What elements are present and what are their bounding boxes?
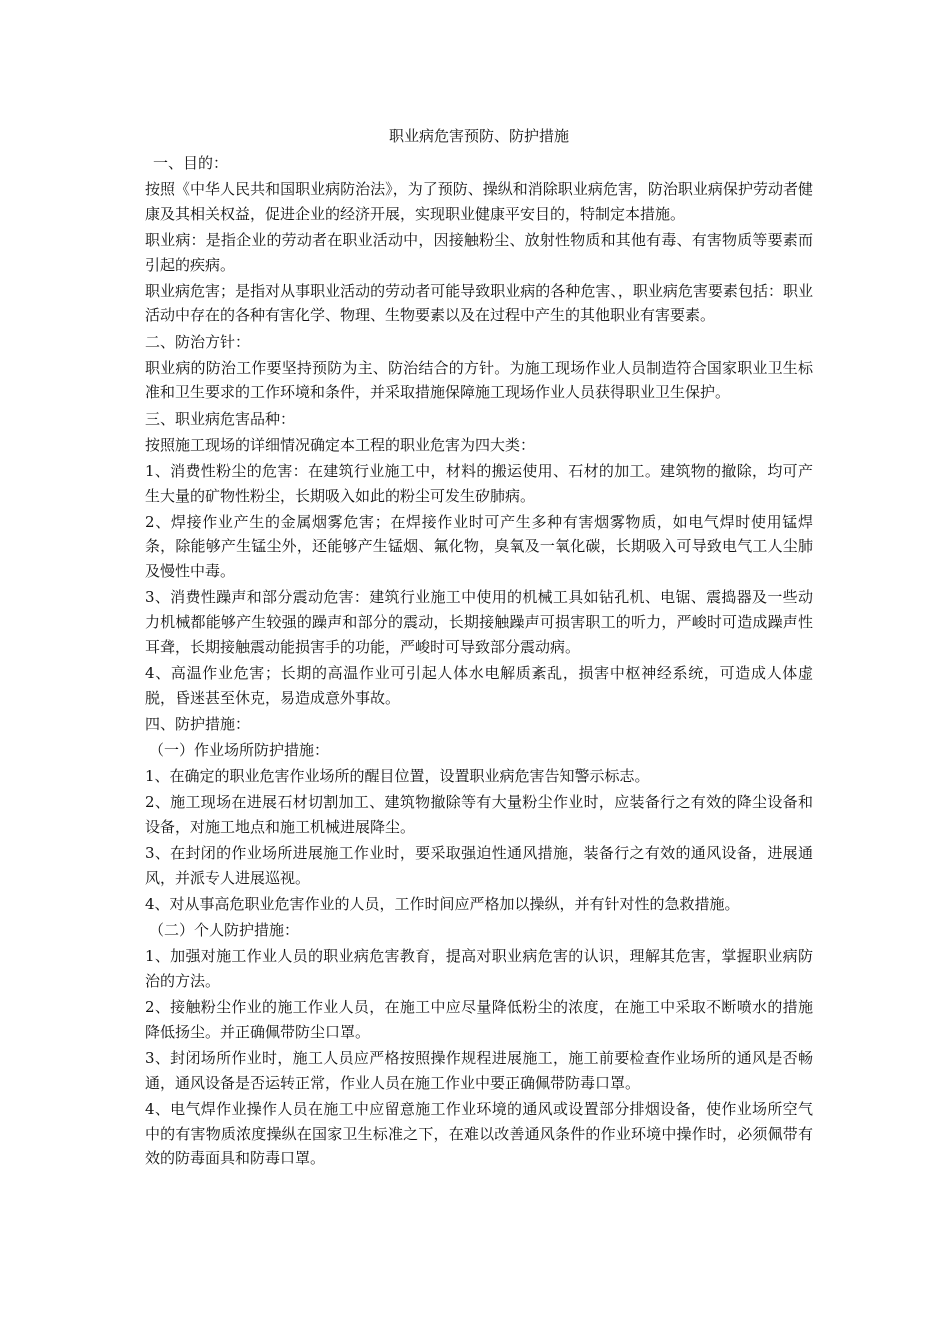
list-item: 3、消费性躁声和部分震动危害：建筑行业施工中使用的机械工具如钻孔机、电锯、震捣器及一些动力机械都能够产生较强的躁声和部分的震动，长期接触躁声可损害职工的听力，严峻时可造成躁声性耳聋，长期接触震动能损害手的功能，严峻时可导致部分震动病。 [145,588,813,656]
paragraph: 职业病：是指企业的劳动者在职业活动中，因接触粉尘、放射性物质和其他有毒、有害物质等要素而引起的疾病。 [145,230,813,274]
list-item: 2、焊接作业产生的金属烟雾危害；在焊接作业时可产生多种有害烟雾物质，如电气焊时使用锰焊条，除能够产生锰尘外，还能够产生锰烟、氟化物，臭氧及一氧化碳，长期吸入可导致电气工人尘肺及慢性中毒。 [145,512,813,581]
list-item: 1、在确定的职业危害作业场所的醒目位置，设置职业病危害告知警示标志。 [145,767,650,786]
section-heading-protection: 四、防护措施： [145,714,251,733]
list-item: 3、封闭场所作业时，施工人员应严格按照操作规程进展施工，施工前要检查作业场所的通风是否畅通，通风设备是否运转正常，作业人员在施工作业中要正确佩带防毒口罩。 [145,1048,813,1092]
section-heading-policy: 二、防治方针： [145,332,251,351]
list-item: 1、消费性粉尘的危害：在建筑行业施工中，材料的搬运使用、石材的加工。建筑物的撤除，均可产生大量的矿物性粉尘，长期吸入如此的粉尘可发生矽肺病。 [145,461,813,505]
list-item: 4、电气焊作业操作人员在施工中应留意施工作业环境的通风或设置部分排烟设备，使作业场所空气中的有害物质浓度操纵在国家卫生标准之下，在难以改善通风条件的作业环境中操作时，必须佩带有效的防毒面具和防毒口罩。 [145,1099,813,1168]
list-item: 2、接触粉尘作业的施工作业人员，在施工中应尽量降低粉尘的浓度，在施工中采取不断喷水的措施降低扬尘。并正确佩带防尘口罩。 [145,998,813,1041]
subsection-heading-workplace: （一）作业场所防护措施： [149,740,330,759]
document-body [145,124,813,1173]
paragraph: 按照施工现场的详细情况确定本工程的职业危害为四大类： [145,435,536,454]
section-heading-purpose: 一、目的： [153,153,229,172]
list-item: 4、高温作业危害；长期的高温作业可引起人体水电解质紊乱，损害中枢神经系统，可造成人体虚脱，昏迷甚至休克，易造成意外事故。 [145,664,813,707]
list-item: 4、对从事高危职业危害作业的人员，工作时间应严格加以操纵，并有针对性的急救措施。 [145,894,740,913]
list-item: 3、在封闭的作业场所进展施工作业时，要采取强迫性通风措施，装备行之有效的通风设备，进展通风，并派专人进展巡视。 [145,844,813,887]
paragraph: 按照《中华人民共和国职业病防治法》，为了预防、操纵和消除职业病危害，防治职业病保护劳动者健康及其相关权益，促进企业的经济开展，实现职业健康平安目的，特制定本措施。 [145,179,813,223]
paragraph: 职业病危害；是指对从事职业活动的劳动者可能导致职业病的各种危害、，职业病危害要素包括：职业活动中存在的各种有害化学、物理、生物要素以及在过程中产生的其他职业有害要素。 [145,281,813,325]
document-title: 职业病危害预防、防护措施 [388,127,569,145]
section-heading-hazard-types: 三、职业病危害品种： [145,409,296,428]
list-item: 1、加强对施工作业人员的职业病危害教育，提高对职业病危害的认识，理解其危害，掌握职业病防治的方法。 [145,947,813,990]
list-item: 2、施工现场在进展石材切割加工、建筑物撤除等有大量粉尘作业时，应装备行之有效的降尘设备和设备，对施工地点和施工机械进展降尘。 [145,793,813,836]
subsection-heading-personal: （二）个人防护措施： [149,921,300,940]
paragraph: 职业病的防治工作要坚持预防为主、防治结合的方针。为施工现场作业人员制造符合国家职业卫生标准和卫生要求的工作环境和条件，并采取措施保障施工现场作业人员获得职业卫生保护。 [145,358,813,402]
